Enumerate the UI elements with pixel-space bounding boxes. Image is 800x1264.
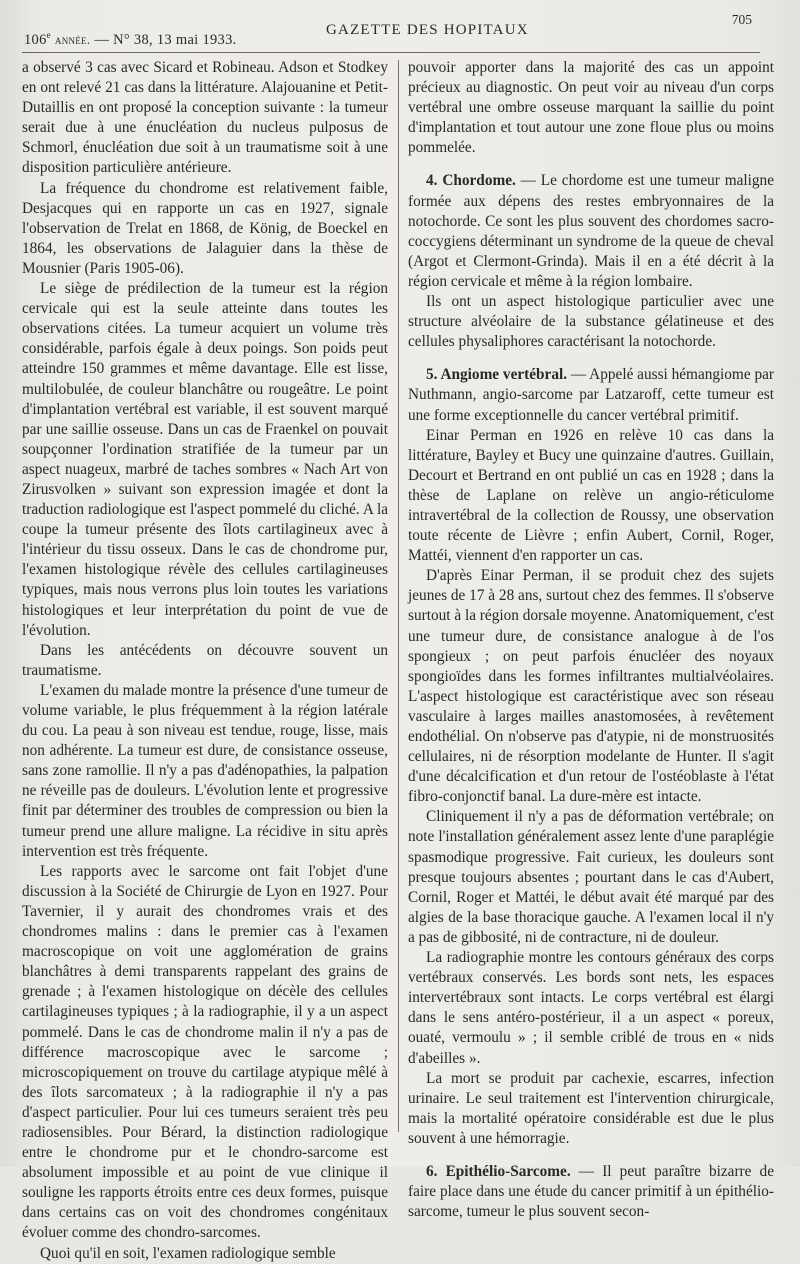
paragraph: pouvoir apporter dans la majorité des cas un appoint précieux au diagnostic. On peut voir au niveau d'un corps vertébral une ombre osseuse marquant la saillie du point d'implantation et tout autour une zone floue plus ou moins pommelée. — [408, 59, 774, 157]
column-divider — [398, 60, 399, 1132]
year-word: année. — [54, 31, 91, 47]
paragraph: Cliniquement il n'y a pas de déformation vertébrale; on note l'installation généralement assez lente d'une paraplégie spasmodique progressive. Fait curieux, les douleurs sont presque toujours absentes ; pourtant dans le cas d'Aubert, Cornil, Roger et Mattéi, le début avait été marqué par des algies de la base thoracique gauche. A l'examen local il n'y a pas de gibbosité, ni de contracture, ni de douleur. — [408, 808, 774, 946]
paragraph: Quoi qu'il en soit, l'examen radiologique semble — [40, 1244, 336, 1262]
section-chordome — [408, 171, 774, 292]
paragraph: La mort se produit par cachexie, escarres, infection urinaire. Le seul traitement est l'intervention chirurgicale, mais la mortalité opératoire considérable est due le plus souvent à une hémorragie. — [408, 1069, 774, 1147]
issue-info — [24, 30, 237, 49]
section-angiome — [408, 365, 774, 425]
section-title: 4. Chordome. — [426, 172, 516, 190]
paragraph: L'examen du malade montre la présence d'une tumeur de volume variable, le plus fréquemment à la région latérale du cou. La peau à son niveau est tendue, rouge, lisse, mais non adhérente. La tumeur est dure, de consistance osseuse, sans zone ramollie. Il n'y a pas d'adénopathies, la palpation ne réveille pas de douleurs. L'évolution lente et progressive finit par déterminer des troubles de compression ou bien la tumeur prend une allure maligne. La récidive in situ après intervention est très fréquente. — [22, 681, 388, 860]
paragraph: La radiographie montre les contours généraux des corps vertébraux conservés. Les bords sont nets, les espaces intervertébraux sont intacts. Le corps vertébral est élargi dans le sens antéro-postérieur, il a un aspect « poreux, ouaté, vermoulu » ; il semble criblé de trous en « nids d'abeilles ». — [408, 949, 774, 1067]
section-title: 6. Epithélio-Sarcome. — [426, 1162, 571, 1180]
paragraph: La fréquence du chondrome est relativement faible, Desjacques qui en rapporte un cas en 1927, signale l'observation de Trelat en 1868, de König, de Boeckel en 1864, les observations de Jalaguier dans la thèse de Mousnier (Paris 1905-06). — [22, 179, 388, 277]
article-body — [22, 58, 774, 1262]
section-text: — Appelé aussi hémangiome par Nuthmann, angio-sarcome par Latzaroff, cette tumeur est une forme exceptionnelle du cancer vertébral primitif. — [408, 366, 774, 424]
year-ordinal-suffix: e — [46, 30, 51, 40]
paragraph: a observé 3 cas avec Sicard et Robineau. Adson et Stodkey en ont relevé 21 cas dans la littérature. Alajouanine et Petit-Dutaillis en ont proposé la conception suivante : la tumeur serait due à une énucléation du nucleus pulposus de Schmorl, énucléation due soit à un traumatisme soit à une disposition particulière antérieure. — [22, 59, 388, 177]
paragraph: Les rapports avec le sarcome ont fait l'objet d'une discussion à la Société de Chirurgie de Lyon en 1927. Pour Tavernier, il y aurait des chondromes vrais et des chondromes malins : dans le premier cas à l'examen macroscopique on voit une agglomération de grains blanchâtres à demi transparents rappelant des grains de grenade ; à l'examen histologique on décèle des cellules cartilagineuses typiques ; à la radiographie, il y a un aspect pommelé. Dans le cas de chondrome malin il n'y a pas de différence macroscopique avec le sarcome ; microscopiquement on trouve du cartilage atypique mêlé à des îlots sarcomateux ; à la radiographie il n'y a pas d'aspect particulier. Pour lui ces tumeurs seraient très peu radiosensibles. Pour Bérard, la distinction radiologique entre le chondrome pur et le chondro-sarcome est absolument impossible et au point de vue clinique il souligne les rapports étroits entre ces deux formes, puisque dans certains cas on voit des chondromes congénitaux évoluer comme des chondro-sarcomes. — [22, 862, 388, 1242]
paragraph: Ils ont un aspect histologique particulier avec une structure alvéolaire de la substance gélatineuse et des cellules physaliphores caractérisant la notochorde. — [408, 293, 774, 351]
journal-title: GAZETTE DES HOPITAUX — [326, 22, 529, 38]
paragraph: Le siège de prédilection de la tumeur est la région cervicale qui est la seule atteinte dans toutes les observations citées. La tumeur acquiert un volume très considérable, parfois égale à deux poings. Son poids peut atteindre 150 grammes et même davantage. Elle est lisse, multilobulée, de couleur blanchâtre ou rougeâtre. Le point d'implantation vertébral est variable, il est souvent marqué par une saillie osseuse. Dans un cas de Fraenkel on pouvait soupçonner l'ordination stratifiée de la tumeur par un aspect nuageux, marbré de taches sombres « Nach Art von Zirusvolken » suivant son expression imagée et dont la traduction radiologique est l'aspect pommelé du cliché. A la coupe la tumeur présente des îlots cartilagineux avec à l'intérieur du tissu osseux. Dans le cas de chondrome pur, l'examen histologique révèle des cellules cartilagineuses typiques, mais nous verrons plus loin toutes les variations histologiques et leur interprétation du point de vue de l'évolution. — [22, 280, 388, 639]
paragraph: Dans les antécédents on découvre souvent un traumatisme. — [22, 641, 388, 679]
page-header — [24, 8, 752, 48]
section-text: — Le chordome est une tumeur maligne formée aux dépens des restes embryonnaires de la notochorde. Ce sont les plus souvent des chordomes sacro-coccygiens déterminant un syndrome de la queue de cheval (Argot et Clermont-Grinda). Mais il en a été décrit à la région cervicale et même à la région lombaire. — [408, 172, 774, 290]
page-number: 705 — [731, 12, 752, 27]
paragraph: D'après Einar Perman, il se produit chez des sujets jeunes de 17 à 28 ans, surtout chez des femmes. Il s'observe surtout à la région dorsale moyenne. Anatomiquement, c'est une tumeur dure, de consistance analogue à de l'os spongieux ; on peut parfois énucléer des noyaux spongioïdes dans les formes infiltrantes multialvéolaires. L'aspect histologique est caractéristique avec son réseau vasculaire à larges mailles anastomosées, à revêtement endothélial. On n'observe pas d'atypie, ni de monstruosités cellulaires, ni de résorption modelante de Hunter. Il s'agit d'une décalcification et d'un retour de l'ostéoblaste à l'état fibro-conjonctif banal. La dure-mère est intacte. — [408, 567, 774, 806]
issue-number-date: — N° 38, 13 mai 1933. — [94, 31, 237, 48]
right-column — [408, 58, 774, 1222]
header-rule — [22, 52, 760, 53]
section-text: — Il peut paraître bizarre de faire place dans une étude du cancer primitif à un épithélio-sarcome, tumeur le plus souvent secon- — [408, 1162, 774, 1221]
section-title: 5. Angiome vertébral. — [426, 366, 568, 384]
section-epithelio-sarcome — [408, 1162, 774, 1222]
paragraph: Einar Perman en 1926 en relève 10 cas dans la littérature, Bayley et Bucy une quinzaine d'autres. Guillain, Decourt et Bertrand en ont publié un cas en 1928 ; dans la thèse de Laplane on relève un angio-réticulome intravertébral de la collection de Roussy, une observation toute récente de Lièvre ; enfin Aubert, Cornil, Roger, Mattéi, viennent d'en rapporter un cas. — [408, 426, 774, 565]
left-column — [22, 58, 388, 1264]
year-ordinal: 106 — [24, 31, 47, 48]
